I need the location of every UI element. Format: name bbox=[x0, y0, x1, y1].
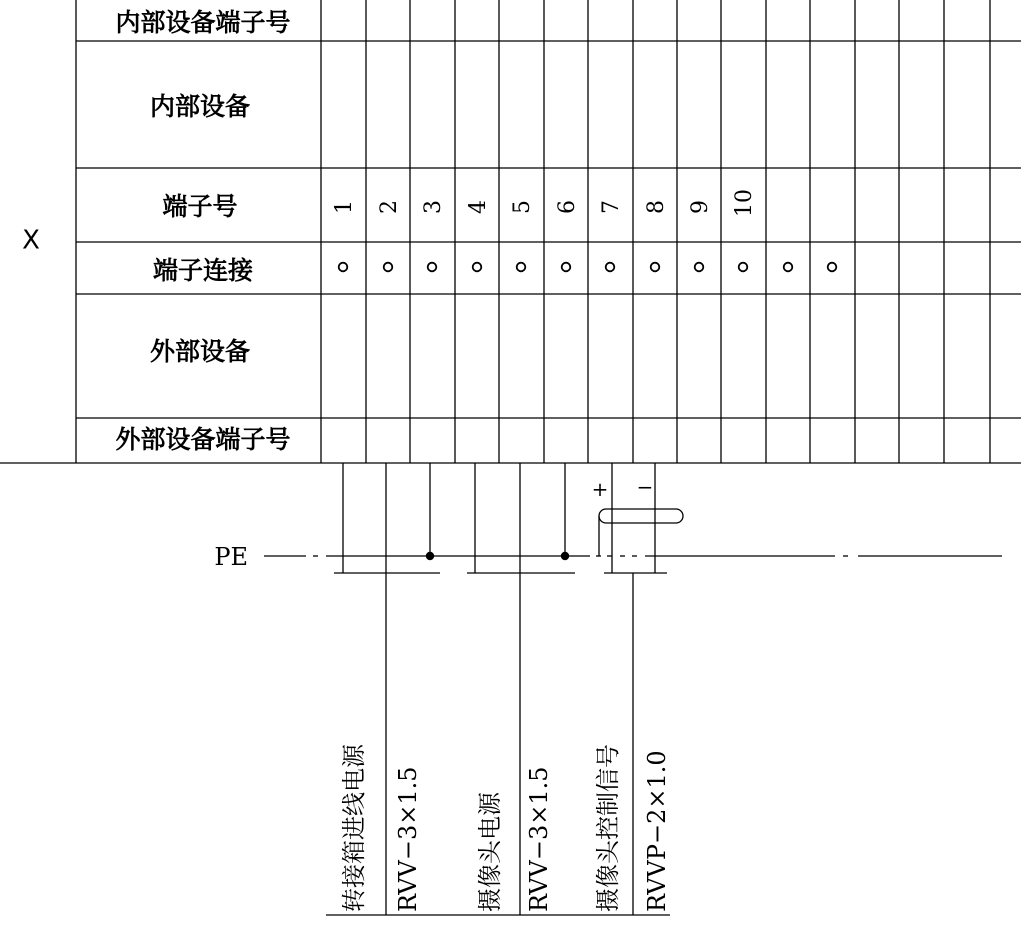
row-label-external-terminal-no: 外部设备端子号 bbox=[115, 425, 291, 454]
row-labels bbox=[115, 8, 290, 454]
terminal-connection-circle bbox=[517, 263, 526, 272]
cable1-label: 转接箱进线电源 bbox=[340, 744, 368, 912]
terminal-connection-circle bbox=[428, 263, 437, 272]
cable2-label: 摄像头电源 bbox=[476, 792, 504, 912]
terminal-number: 2 bbox=[377, 200, 402, 214]
terminal-number: 9 bbox=[688, 200, 713, 214]
terminal-connection-circle bbox=[784, 263, 793, 272]
terminal-number: 8 bbox=[644, 200, 669, 214]
terminal-connection-circle bbox=[562, 263, 571, 272]
pe-junction-dot bbox=[561, 552, 569, 560]
terminal-connection-circle bbox=[384, 263, 393, 272]
terminal-number: 5 bbox=[510, 200, 535, 214]
row-label-external-equipment: 外部设备 bbox=[149, 337, 251, 366]
cable1-spec: RVV−3×1.5 bbox=[394, 766, 422, 912]
terminal-connection-circle bbox=[739, 263, 748, 272]
terminal-connection-circle bbox=[651, 263, 660, 272]
pe-junction-dot bbox=[426, 552, 434, 560]
terminal-connection-circle bbox=[695, 263, 704, 272]
row-label-internal-terminal-no: 内部设备端子号 bbox=[115, 8, 291, 37]
row-label-internal-equipment: 内部设备 bbox=[149, 92, 251, 121]
cable3-label: 摄像头控制信号 bbox=[594, 744, 622, 912]
terminal-connection-circle bbox=[339, 263, 348, 272]
terminal-number: 1 bbox=[332, 200, 357, 214]
terminal-number: 6 bbox=[555, 200, 580, 214]
terminal-number: 3 bbox=[421, 200, 446, 214]
terminal-connection-circle bbox=[473, 263, 482, 272]
terminal-number: 7 bbox=[599, 200, 624, 214]
row-label-terminal-no: 端子号 bbox=[162, 192, 238, 221]
row-label-terminal-connection: 端子连接 bbox=[152, 256, 254, 285]
minus-sign: − bbox=[636, 475, 654, 499]
terminal-connection-circle bbox=[828, 263, 837, 272]
cable-labels bbox=[340, 743, 671, 912]
cable3-spec: RVVP−2×1.0 bbox=[643, 750, 671, 912]
pe-label: PE bbox=[214, 543, 248, 571]
cable2-spec: RVV−3×1.5 bbox=[525, 766, 553, 912]
wiring bbox=[264, 463, 1002, 915]
terminal-connection-circle bbox=[606, 263, 615, 272]
terminal-number: 10 bbox=[732, 189, 757, 217]
plus-sign: + bbox=[591, 477, 609, 501]
block-designation-label: X bbox=[22, 225, 40, 256]
terminal-table bbox=[0, 0, 1021, 463]
terminal-number: 4 bbox=[466, 200, 491, 214]
